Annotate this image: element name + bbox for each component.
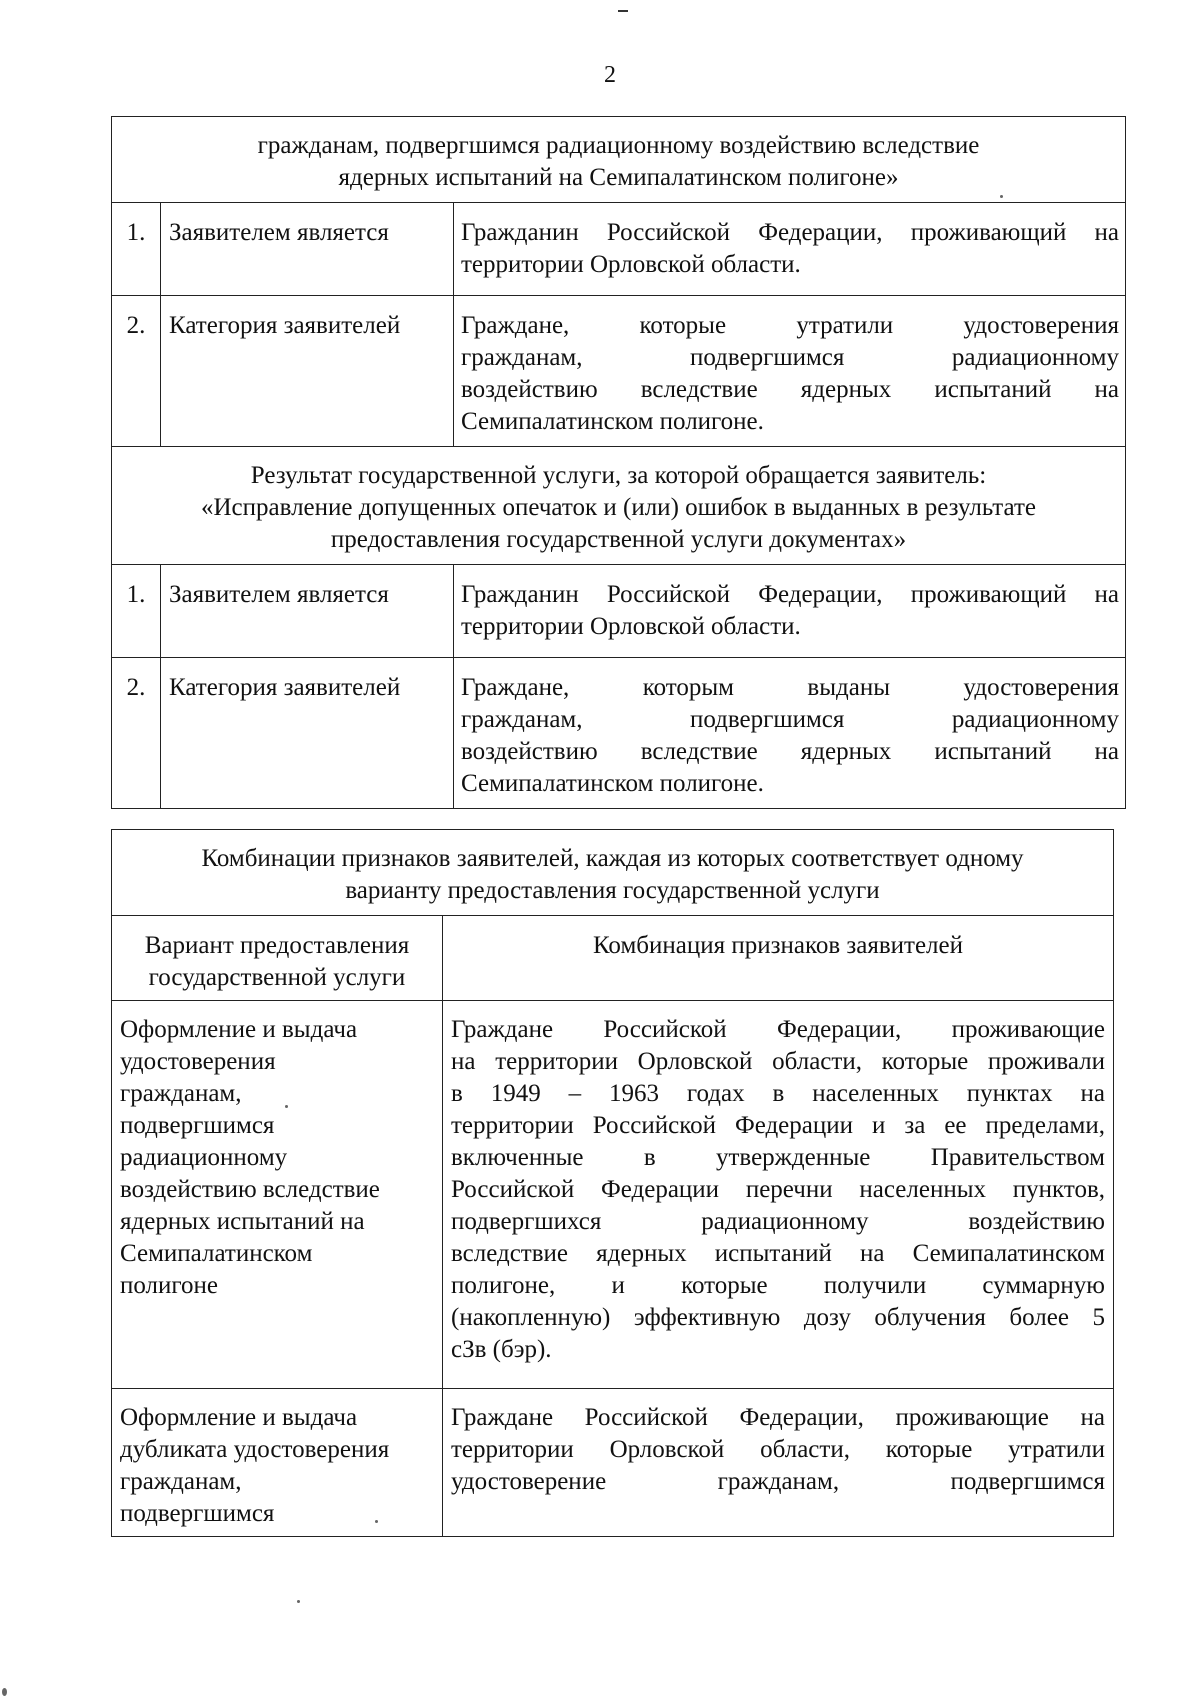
combo-line: включенные в утвержденные Правительством — [451, 1144, 1105, 1171]
value-line: Семипалатинском полигоне. — [461, 770, 764, 797]
row-label: Категория заявителей — [161, 296, 454, 447]
scan-speck — [297, 1600, 300, 1603]
scan-speck — [285, 1105, 288, 1108]
combo-line: удостоверение гражданам, подвергшимся — [451, 1468, 1105, 1495]
table-row — [112, 565, 1126, 658]
row-number: 1. — [112, 203, 161, 296]
value-line: Гражданин Российской Федерации, проживающий на — [461, 219, 1119, 246]
combo-cell — [443, 1001, 1114, 1389]
table-row — [112, 203, 1126, 296]
combo-line: подвергшихся радиационному воздействию — [451, 1208, 1105, 1235]
variant-line: подвергшимся — [120, 1112, 275, 1139]
variant-cell — [112, 1001, 443, 1389]
variant-line: гражданам, — [120, 1468, 242, 1495]
row-label: Категория заявителей — [161, 658, 454, 809]
row-value — [454, 203, 1126, 296]
row-number: 2. — [112, 658, 161, 809]
row-number: 1. — [112, 565, 161, 658]
variant-column-header — [112, 916, 443, 1001]
header-line: Результат государственной услуги, за которой обращается заявитель: — [250, 462, 987, 489]
header-line: гражданам, подвергшимся радиационному воздействию вследствие — [257, 132, 980, 159]
combo-line: Граждане Российской Федерации, проживающие на — [451, 1404, 1105, 1431]
table-row — [112, 296, 1126, 447]
combo-line: вследствие ядерных испытаний на Семипалатинском — [451, 1240, 1105, 1267]
combo-line: территории Орловской области, которые утратили — [451, 1436, 1105, 1463]
variant-line: воздействию вследствие — [120, 1176, 380, 1203]
row-label: Заявителем является — [161, 565, 454, 658]
header-line: Вариант предоставления — [144, 932, 410, 959]
value-line: территории Орловской области. — [461, 613, 801, 640]
combo-line: Российской Федерации перечни населенных пунктов, — [451, 1176, 1105, 1203]
row-label: Заявителем является — [161, 203, 454, 296]
variant-line: Оформление и выдача — [120, 1016, 358, 1043]
variant-line: подвергшимся — [120, 1500, 275, 1527]
combo-line: в 1949 – 1963 годах в населенных пунктах на — [451, 1080, 1105, 1107]
combo-line: Граждане Российской Федерации, проживающие — [451, 1016, 1105, 1043]
value-line: воздействию вследствие ядерных испытаний на — [461, 376, 1119, 403]
value-line: гражданам, подвергшимся радиационному — [461, 344, 1119, 371]
combo-line: территории Российской Федерации и за ее пределами, — [451, 1112, 1105, 1139]
scan-speck — [1000, 195, 1003, 198]
value-line: воздействию вследствие ядерных испытаний на — [461, 738, 1119, 765]
column-header-row — [112, 916, 1114, 1001]
table-header-row — [112, 447, 1126, 565]
combinations-title — [112, 830, 1114, 916]
title-line: варианту предоставления государственной услуги — [345, 877, 880, 904]
header-line: «Исправление допущенных опечаток и (или) ошибок в выданных в результате — [200, 494, 1036, 521]
section-header-result — [112, 447, 1126, 565]
row-value — [454, 658, 1126, 809]
combo-line: полигоне, и которые получили суммарную — [451, 1272, 1105, 1299]
value-line: Граждане, которые утратили удостоверения — [461, 312, 1119, 339]
value-line: Граждане, которым выданы удостоверения — [461, 674, 1119, 701]
variant-line: Семипалатинском — [120, 1240, 313, 1267]
title-line: Комбинации признаков заявителей, каждая из которых соответствует одному — [201, 845, 1024, 872]
scan-speck — [375, 1520, 378, 1523]
scan-speck — [2, 1688, 7, 1696]
row-value — [454, 565, 1126, 658]
variant-line: радиационному — [120, 1144, 288, 1171]
value-line: территории Орловской области. — [461, 251, 801, 278]
table-row — [112, 658, 1126, 809]
page-number: 2 — [604, 62, 616, 88]
row-number: 2. — [112, 296, 161, 447]
variant-line: ядерных испытаний на — [120, 1208, 365, 1235]
table-title-row — [112, 830, 1114, 916]
value-line: гражданам, подвергшимся радиационному — [461, 706, 1119, 733]
header-line: государственной услуги — [148, 964, 406, 991]
variant-cell — [112, 1389, 443, 1537]
variant-line: дубликата удостоверения — [120, 1436, 390, 1463]
variant-line: гражданам, — [120, 1080, 242, 1107]
combo-line: (накопленную) эффективную дозу облучения более 5 — [451, 1304, 1105, 1331]
value-line: Семипалатинском полигоне. — [461, 408, 764, 435]
header-line: предоставления государственной услуги документах» — [330, 526, 907, 553]
combo-line: на территории Орловской области, которые проживали — [451, 1048, 1105, 1075]
combo-column-header: Комбинация признаков заявителей — [443, 916, 1114, 1001]
header-line: ядерных испытаний на Семипалатинском полигоне» — [338, 164, 899, 191]
section-header-top — [112, 117, 1126, 203]
applicant-table — [111, 116, 1126, 809]
table-row — [112, 1389, 1114, 1537]
row-value — [454, 296, 1126, 447]
combo-line: сЗв (бэр). — [451, 1336, 552, 1363]
value-line: Гражданин Российской Федерации, проживающий на — [461, 581, 1119, 608]
variant-line: полигоне — [120, 1272, 219, 1299]
table-row — [112, 1001, 1114, 1389]
combinations-table — [111, 829, 1114, 1537]
table-header-row — [112, 117, 1126, 203]
combo-cell — [443, 1389, 1114, 1537]
variant-line: Оформление и выдача — [120, 1404, 358, 1431]
variant-line: удостоверения — [120, 1048, 276, 1075]
scan-mark — [618, 10, 628, 12]
